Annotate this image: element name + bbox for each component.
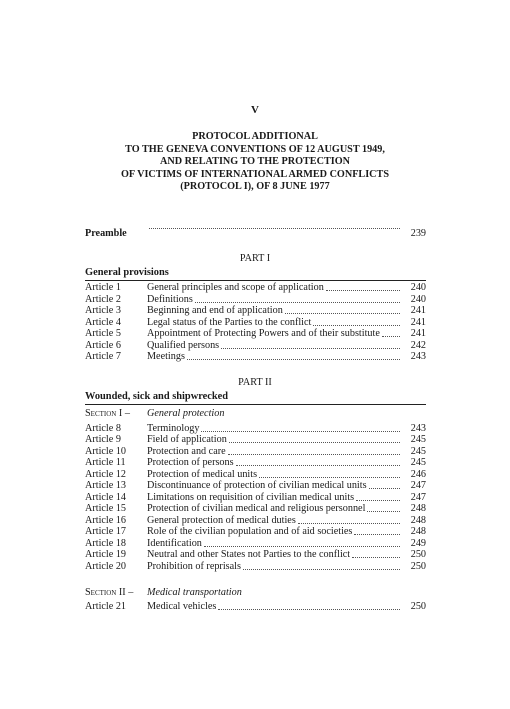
dot-leader (382, 336, 400, 337)
page-number: 241 (410, 317, 426, 328)
part-1-label: PART I (239, 253, 271, 264)
article-title: Prohibition of reprisals (147, 561, 241, 572)
article-title: Protection of medical units (147, 469, 258, 480)
toc-entry[interactable] (85, 561, 426, 573)
dot-leader (369, 488, 400, 489)
dot-leader (285, 313, 400, 314)
article-title: Terminology (147, 423, 200, 434)
dot-leader (228, 454, 400, 455)
page-number: 242 (410, 340, 426, 351)
article-number: Article 15 (85, 503, 127, 514)
dot-leader (236, 465, 400, 466)
dot-leader (259, 477, 400, 478)
dot-leader (149, 228, 400, 229)
article-number: Article 4 (85, 317, 121, 328)
chapter-number: V (251, 104, 259, 116)
article-number: Article 13 (85, 480, 127, 491)
toc-leader (147, 228, 402, 232)
page-number: 248 (410, 515, 426, 526)
section-label: Section II – (85, 587, 134, 598)
toc-entry[interactable] (85, 503, 426, 515)
article-title: Limitations on requisition of civilian medical units (147, 492, 355, 503)
page-number: 246 (410, 469, 426, 480)
dot-leader (367, 511, 400, 512)
dot-leader (204, 546, 400, 547)
dot-leader (187, 359, 400, 360)
article-number: Article 11 (85, 457, 126, 468)
article-title: Beginning and end of application (147, 305, 283, 316)
part-1-heading: General provisions (85, 267, 169, 278)
page-number: 248 (410, 526, 426, 537)
article-number: Article 16 (85, 515, 127, 526)
article-number: Article 1 (85, 282, 121, 293)
dot-leader (229, 442, 400, 443)
article-title: Definitions (147, 294, 193, 305)
article-number: Article 19 (85, 549, 127, 560)
article-title: Identification (147, 538, 202, 549)
article-number: Article 9 (85, 434, 121, 445)
toc-entry[interactable] (85, 457, 426, 469)
article-title: General protection of medical duties (147, 515, 296, 526)
page-number: 250 (410, 601, 426, 612)
article-number: Article 10 (85, 446, 127, 457)
dot-leader (356, 500, 400, 501)
article-number: Article 8 (85, 423, 121, 434)
article-title: General principles and scope of application (147, 282, 324, 293)
dot-leader (201, 431, 400, 432)
page-number: 250 (410, 549, 426, 560)
article-title: Legal status of the Parties to the conflict (147, 317, 312, 328)
article-number: Article 3 (85, 305, 121, 316)
article-number: Article 6 (85, 340, 121, 351)
article-number: Article 12 (85, 469, 127, 480)
divider (85, 404, 426, 405)
part-2-heading: Wounded, sick and shipwrecked (85, 391, 229, 402)
article-number: Article 18 (85, 538, 127, 549)
page-number: 245 (410, 457, 426, 468)
toc-entry[interactable] (85, 305, 426, 317)
document-title (0, 131, 510, 194)
article-title: Protection and care (147, 446, 226, 457)
dot-leader (326, 290, 400, 291)
page-number: 247 (410, 492, 426, 503)
toc-preamble[interactable] (85, 228, 426, 240)
title-line: PROTOCOL ADDITIONAL (192, 131, 318, 142)
article-title: Discontinuance of protection of civilian medical units (147, 480, 367, 491)
section-1-header (85, 408, 426, 420)
page-number: 241 (410, 328, 426, 339)
article-number: Article 17 (85, 526, 127, 537)
dot-leader (313, 325, 400, 326)
page-number: 243 (410, 351, 426, 362)
section-name: Medical transportation (147, 587, 242, 598)
page-number: 250 (410, 561, 426, 572)
article-title: Protection of civilian medical and religious personnel (147, 503, 366, 514)
article-title: Medical vehicles (147, 601, 217, 612)
article-title: Meetings (147, 351, 185, 362)
page-number: 247 (410, 480, 426, 491)
page-number: 245 (410, 446, 426, 457)
article-number: Article 20 (85, 561, 127, 572)
article-number: Article 5 (85, 328, 121, 339)
toc-entry[interactable] (85, 282, 426, 294)
divider (85, 280, 426, 281)
page-number: 249 (410, 538, 426, 549)
page-number: 245 (410, 434, 426, 445)
title-line: OF VICTIMS OF INTERNATIONAL ARMED CONFLICTS (120, 168, 390, 180)
dot-leader (218, 609, 400, 610)
article-title: Field of application (147, 434, 227, 445)
page-number: 243 (410, 423, 426, 434)
part-2-label: PART II (238, 377, 272, 388)
toc-entry[interactable] (85, 549, 426, 561)
dot-leader (354, 534, 400, 535)
article-title: Qualified persons (147, 340, 220, 351)
article-title: Role of the civilian population and of aid societies (147, 526, 353, 537)
section-label: Section I – (85, 408, 130, 419)
article-number: Article 7 (85, 351, 121, 362)
toc-entry[interactable] (85, 434, 426, 446)
preamble-label: Preamble (85, 228, 127, 239)
section-2-header (85, 587, 426, 599)
article-number: Article 21 (85, 601, 127, 612)
dot-leader (221, 348, 400, 349)
article-number: Article 14 (85, 492, 127, 503)
title-line: (PROTOCOL I), OF 8 JUNE 1977 (180, 181, 330, 192)
dot-leader (298, 523, 400, 524)
dot-leader (352, 557, 400, 558)
toc-entry[interactable] (85, 526, 426, 538)
toc-entry[interactable] (85, 328, 426, 340)
toc-entry[interactable] (85, 601, 426, 613)
dot-leader (195, 302, 400, 303)
toc-entry[interactable] (85, 351, 426, 363)
section-name: General protection (147, 408, 225, 419)
article-title: Protection of persons (147, 457, 234, 468)
page-number: 248 (410, 503, 426, 514)
page-number: 240 (410, 282, 426, 293)
page-number: 239 (410, 228, 426, 239)
page-number: 240 (410, 294, 426, 305)
page-number: 241 (410, 305, 426, 316)
dot-leader (243, 569, 400, 570)
title-line: TO THE GENEVA CONVENTIONS OF 12 AUGUST 1949, (125, 143, 385, 155)
article-title: Appointment of Protecting Powers and of their substitute (147, 328, 380, 339)
title-line: AND RELATING TO THE PROTECTION (159, 156, 351, 167)
article-number: Article 2 (85, 294, 121, 305)
article-title: Neutral and other States not Parties to the conflict (147, 549, 351, 560)
toc-entry[interactable] (85, 480, 426, 492)
